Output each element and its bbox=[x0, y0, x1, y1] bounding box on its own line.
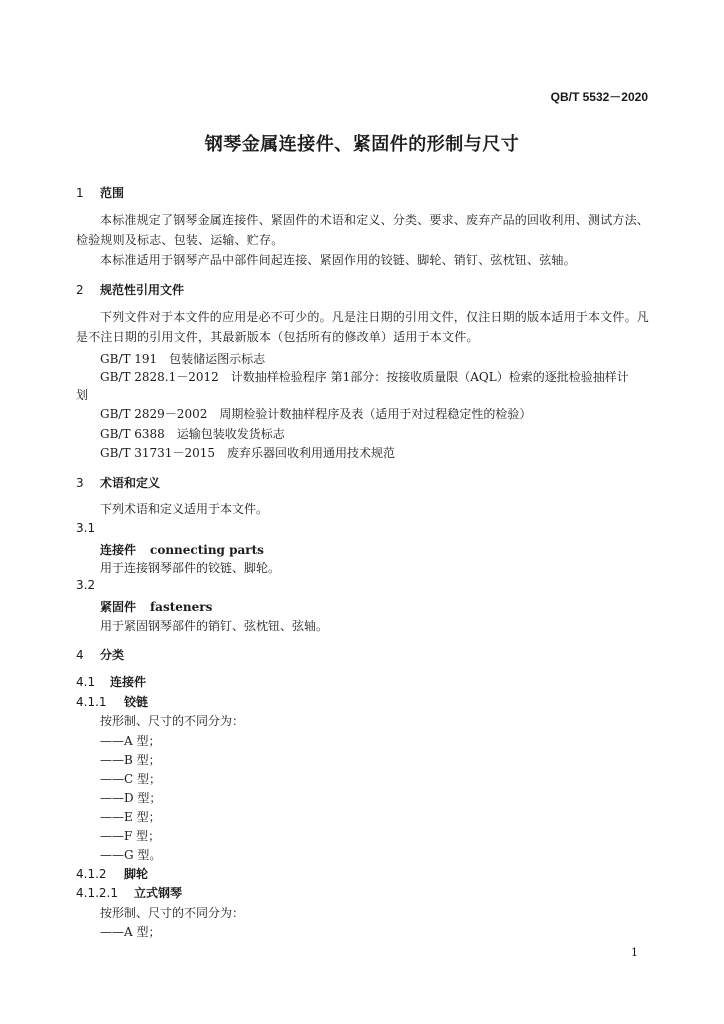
reference-item: GB/T 191 包装储运图示标志 bbox=[100, 352, 266, 366]
subsection-4-1-heading bbox=[76, 673, 146, 690]
list-item: ——E 型； bbox=[100, 810, 161, 824]
list-item: ——G 型。 bbox=[100, 848, 162, 862]
document-title: 钢琴金属连接件、紧固件的形制与尺寸 bbox=[204, 134, 520, 155]
subsection-title: 连接件 bbox=[110, 675, 147, 689]
term-heading bbox=[100, 598, 212, 615]
reference-item: GB/T 6388 运输包装收发货标志 bbox=[100, 427, 285, 441]
list-item: ——A 型； bbox=[100, 925, 161, 939]
section-1-paragraph-1: 本标准规定了钢琴金属连接件、紧固件的术语和定义、分类、要求、废弃产品的回收利用、测试方法、检验规则及标志、包装、运输、贮存。 bbox=[76, 213, 650, 247]
term-definition: 用于紧固钢琴部件的销钉、弦枕钮、弦轴。 bbox=[100, 619, 329, 633]
section-2-paragraph: 下列文件对于本文件的应用是必不可少的。凡是注日期的引用文件，仅注日期的版本适用于本文件。凡是不注日期的引用文件，其最新版本（包括所有的修改单）适用于本文件。 bbox=[76, 310, 650, 344]
section-1-heading bbox=[76, 184, 124, 201]
reference-item-continued: 划 bbox=[76, 388, 89, 402]
subsection-4-1-1-heading bbox=[76, 693, 148, 710]
section-3-heading bbox=[76, 474, 160, 491]
section-1-paragraph-2: 本标准适用于钢琴产品中部件间起连接、紧固作用的铰链、脚轮、销钉、弦枕钮、弦轴。 bbox=[100, 253, 576, 267]
term-chinese: 紧固件 bbox=[100, 600, 137, 614]
section-2-heading bbox=[76, 281, 184, 298]
section-4-heading bbox=[76, 646, 124, 663]
term-number: 3.2 bbox=[76, 578, 96, 592]
reference-item: GB/T 2828.1－2012 计数抽样检验程序 第1部分：按接收质量限（AQL）检索的逐批检验抽样计 bbox=[100, 370, 629, 384]
subsection-4-1-2-1-heading bbox=[76, 884, 182, 901]
list-item: ——C 型； bbox=[100, 772, 161, 786]
section-3-paragraph: 下列术语和定义适用于本文件。 bbox=[100, 502, 269, 516]
standard-number: QB/T 5532－2020 bbox=[550, 90, 648, 104]
subsection-title: 脚轮 bbox=[124, 867, 149, 881]
section-title: 术语和定义 bbox=[100, 476, 161, 490]
reference-item: GB/T 2829－2002 周期检验计数抽样程序及表（适用于对过程稳定性的检验） bbox=[100, 407, 532, 421]
list-item: ——D 型； bbox=[100, 791, 162, 805]
subsection-number: 4.1 bbox=[76, 675, 96, 689]
term-definition: 用于连接钢琴部件的铰链、脚轮。 bbox=[100, 561, 281, 575]
section-title: 范围 bbox=[100, 186, 125, 200]
term-heading bbox=[100, 541, 264, 558]
section-number: 4 bbox=[76, 648, 84, 662]
subsection-title: 立式钢琴 bbox=[134, 886, 183, 900]
section-number: 2 bbox=[76, 283, 84, 297]
section-number: 3 bbox=[76, 476, 84, 490]
subsection-number: 4.1.2 bbox=[76, 867, 107, 881]
classification-intro: 按形制、尺寸的不同分为： bbox=[100, 906, 245, 920]
list-item: ——A 型； bbox=[100, 734, 161, 748]
classification-intro: 按形制、尺寸的不同分为： bbox=[100, 714, 245, 728]
term-english: connecting parts bbox=[150, 543, 264, 557]
subsection-number: 4.1.1 bbox=[76, 695, 107, 709]
list-item: ——F 型； bbox=[100, 829, 161, 843]
list-item: ——B 型； bbox=[100, 753, 161, 767]
page-number: 1 bbox=[631, 946, 638, 959]
subsection-title: 铰链 bbox=[124, 695, 149, 709]
section-number: 1 bbox=[76, 186, 84, 200]
term-chinese: 连接件 bbox=[100, 543, 137, 557]
subsection-number: 4.1.2.1 bbox=[76, 886, 118, 900]
section-title: 规范性引用文件 bbox=[100, 283, 185, 297]
term-english: fasteners bbox=[150, 600, 213, 614]
term-number: 3.1 bbox=[76, 521, 96, 535]
subsection-4-1-2-heading bbox=[76, 865, 148, 882]
reference-item: GB/T 31731－2015 废弃乐器回收利用通用技术规范 bbox=[100, 446, 395, 460]
section-title: 分类 bbox=[100, 648, 125, 662]
